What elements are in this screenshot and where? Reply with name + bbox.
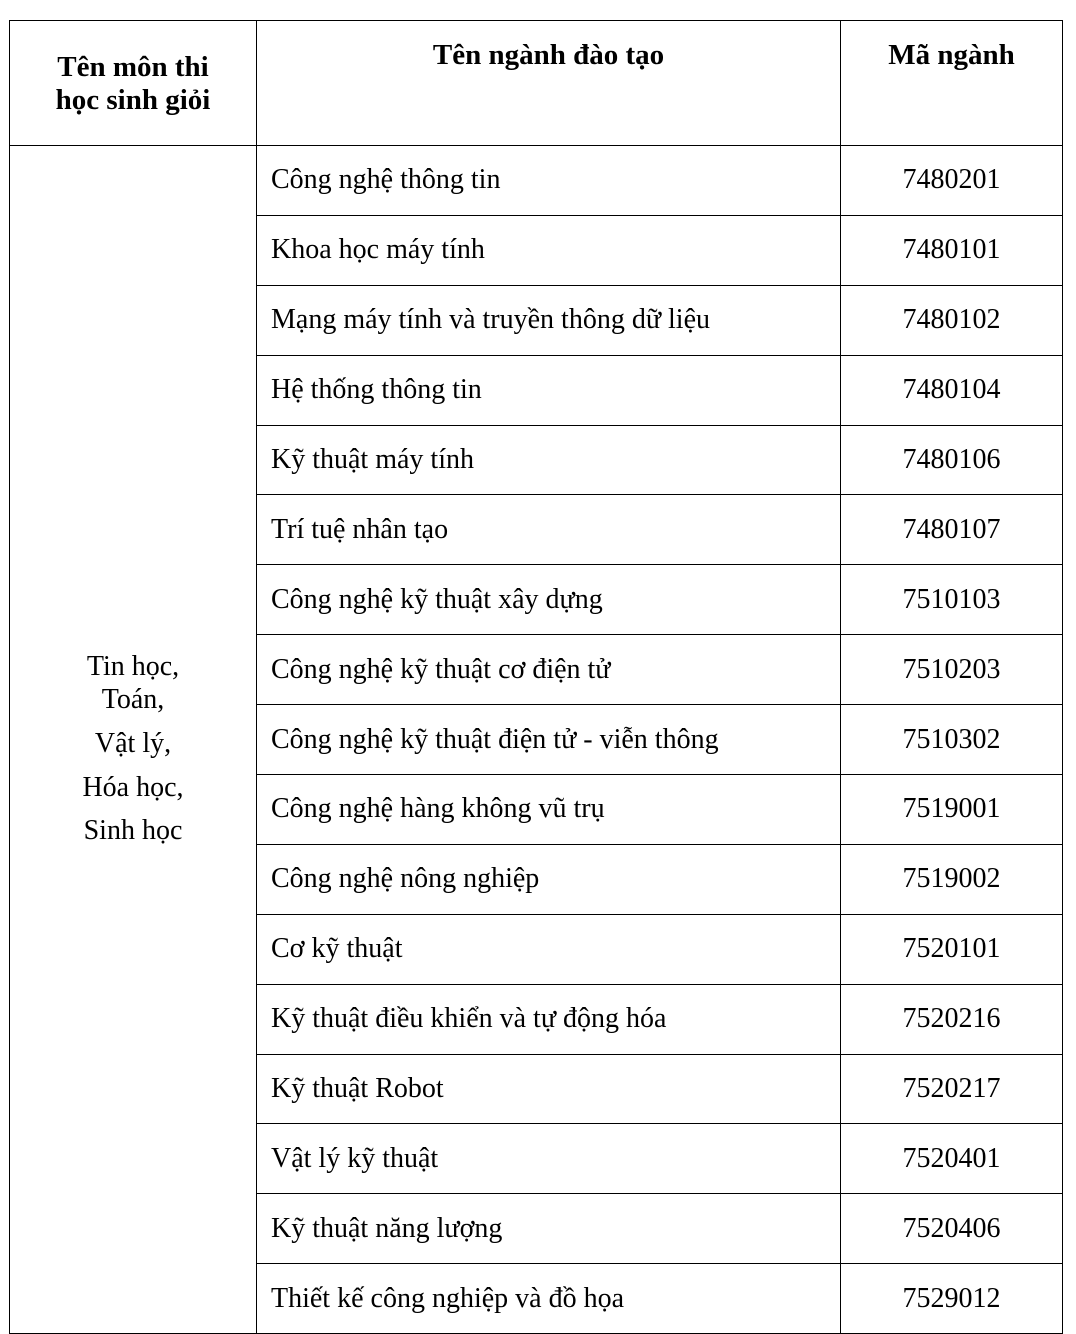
major-code-cell: 7519001: [841, 775, 1063, 845]
major-name-cell: Công nghệ kỹ thuật cơ điện tử: [257, 635, 841, 705]
major-name-cell: Hệ thống thông tin: [257, 355, 841, 425]
major-code-cell: 7480102: [841, 285, 1063, 355]
header-subject-line1: Tên môn thi: [57, 50, 209, 83]
subject-name: Vật lý,: [94, 728, 172, 760]
major-code-cell: 7520216: [841, 984, 1063, 1054]
subject-cell: [10, 146, 257, 1334]
subject-name: Sinh học: [83, 815, 183, 847]
major-code-cell: 7480106: [841, 425, 1063, 495]
major-name-cell: Công nghệ kỹ thuật xây dựng: [257, 565, 841, 635]
major-name-cell: Công nghệ thông tin: [257, 146, 841, 216]
header-subject-line2: học sinh giỏi: [55, 84, 211, 116]
major-code-cell: 7510103: [841, 565, 1063, 635]
major-code-cell: 7480107: [841, 495, 1063, 565]
major-code-cell: 7510302: [841, 705, 1063, 775]
subject-name: Hóa học,: [82, 771, 184, 803]
major-name-cell: Khoa học máy tính: [257, 215, 841, 285]
major-code-cell: 7529012: [841, 1264, 1063, 1334]
header-code: Mã ngành: [841, 21, 1063, 146]
major-name-cell: Công nghệ nông nghiệp: [257, 844, 841, 914]
major-name-cell: Trí tuệ nhân tạo: [257, 495, 841, 565]
subject-name: Toán,: [101, 684, 165, 716]
major-code-cell: 7519002: [841, 844, 1063, 914]
table-body: [10, 146, 1063, 1334]
major-name-cell: Kỹ thuật máy tính: [257, 425, 841, 495]
major-code-cell: 7520406: [841, 1194, 1063, 1264]
major-code-cell: 7520101: [841, 914, 1063, 984]
table-header-row: [10, 21, 1063, 146]
major-code-cell: 7480101: [841, 215, 1063, 285]
major-name-cell: Thiết kế công nghiệp và đồ họa: [257, 1264, 841, 1334]
subject-name: Tin học,: [86, 651, 180, 683]
major-code-cell: 7510203: [841, 635, 1063, 705]
major-name-cell: Vật lý kỹ thuật: [257, 1124, 841, 1194]
major-name-cell: Kỹ thuật điều khiển và tự động hóa: [257, 984, 841, 1054]
major-name-cell: Cơ kỹ thuật: [257, 914, 841, 984]
table-row: [10, 146, 1063, 216]
majors-table: [9, 20, 1063, 1334]
major-code-cell: 7520217: [841, 1054, 1063, 1124]
major-code-cell: 7480104: [841, 355, 1063, 425]
major-name-cell: Kỹ thuật năng lượng: [257, 1194, 841, 1264]
major-name-cell: Công nghệ kỹ thuật điện tử - viễn thông: [257, 705, 841, 775]
major-name-cell: Kỹ thuật Robot: [257, 1054, 841, 1124]
header-subject: [10, 21, 257, 146]
major-code-cell: 7480201: [841, 146, 1063, 216]
major-name-cell: Công nghệ hàng không vũ trụ: [257, 775, 841, 845]
header-major: Tên ngành đào tạo: [257, 21, 841, 146]
major-code-cell: 7520401: [841, 1124, 1063, 1194]
major-name-cell: Mạng máy tính và truyền thông dữ liệu: [257, 285, 841, 355]
